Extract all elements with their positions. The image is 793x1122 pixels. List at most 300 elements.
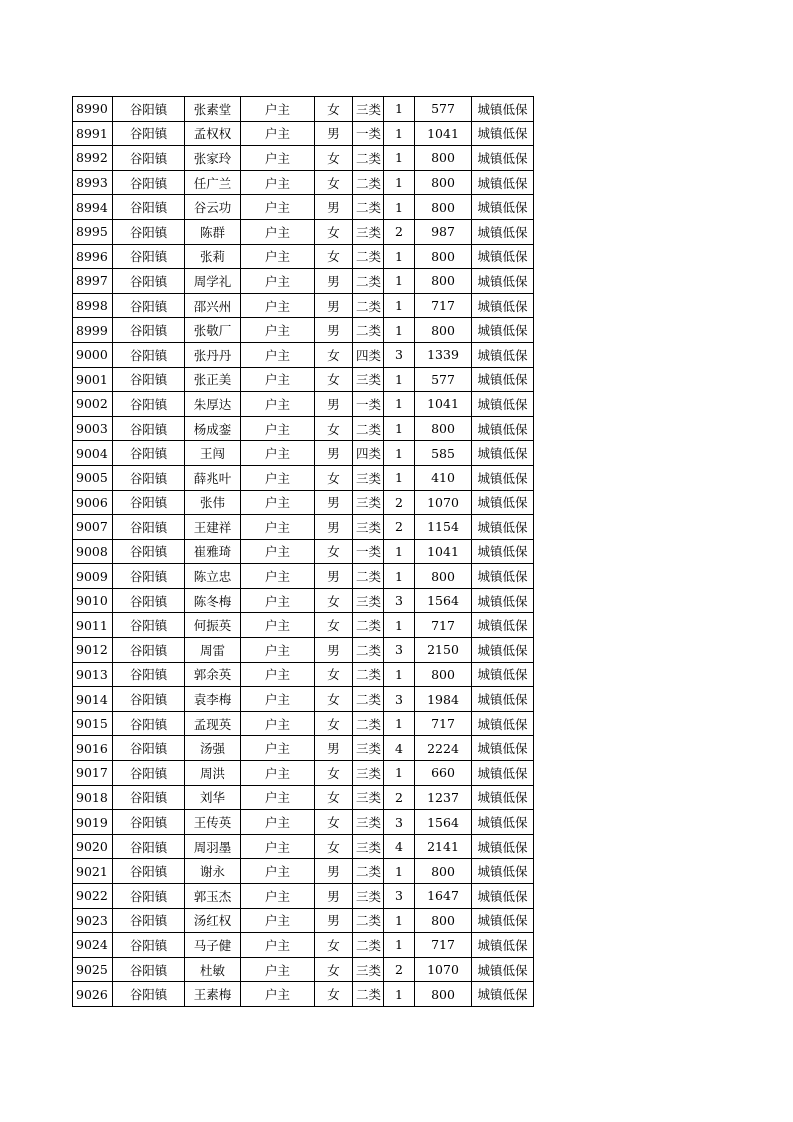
town-cell: 谷阳镇 (113, 638, 185, 663)
name-cell: 陈群 (185, 219, 241, 244)
gender-cell: 男 (315, 564, 353, 589)
amount-cell: 987 (415, 219, 472, 244)
relation-cell: 户主 (241, 146, 315, 171)
household-size-cell: 2 (384, 515, 415, 540)
table-body (73, 97, 534, 1007)
gender-cell: 女 (315, 761, 353, 786)
relation-cell: 户主 (241, 564, 315, 589)
assistance-type-cell: 城镇低保 (472, 933, 534, 958)
name-cell: 朱厚达 (185, 392, 241, 417)
relation-cell: 户主 (241, 367, 315, 392)
assistance-type-cell: 城镇低保 (472, 539, 534, 564)
assistance-type-cell: 城镇低保 (472, 195, 534, 220)
name-cell: 张丹丹 (185, 342, 241, 367)
gender-cell: 女 (315, 785, 353, 810)
name-cell: 陈冬梅 (185, 588, 241, 613)
gender-cell: 女 (315, 588, 353, 613)
town-cell: 谷阳镇 (113, 121, 185, 146)
household-size-cell: 3 (384, 810, 415, 835)
row-number-cell: 8992 (73, 146, 113, 171)
relation-cell: 户主 (241, 588, 315, 613)
table-row (73, 539, 534, 564)
amount-cell: 717 (415, 933, 472, 958)
assistance-type-cell: 城镇低保 (472, 146, 534, 171)
name-cell: 何振英 (185, 613, 241, 638)
name-cell: 王闯 (185, 441, 241, 466)
relation-cell: 户主 (241, 515, 315, 540)
town-cell: 谷阳镇 (113, 146, 185, 171)
gender-cell: 女 (315, 465, 353, 490)
amount-cell: 800 (415, 146, 472, 171)
row-number-cell: 8997 (73, 269, 113, 294)
assistance-type-cell: 城镇低保 (472, 367, 534, 392)
town-cell: 谷阳镇 (113, 392, 185, 417)
assistance-type-cell: 城镇低保 (472, 465, 534, 490)
gender-cell: 男 (315, 269, 353, 294)
gender-cell: 男 (315, 195, 353, 220)
household-size-cell: 1 (384, 367, 415, 392)
relation-cell: 户主 (241, 490, 315, 515)
relation-cell: 户主 (241, 884, 315, 909)
household-size-cell: 2 (384, 219, 415, 244)
name-cell: 王素梅 (185, 982, 241, 1007)
table-row (73, 785, 534, 810)
assistance-type-cell: 城镇低保 (472, 884, 534, 909)
row-number-cell: 8998 (73, 293, 113, 318)
row-number-cell: 9023 (73, 908, 113, 933)
amount-cell: 800 (415, 170, 472, 195)
table-row (73, 465, 534, 490)
category-cell: 三类 (353, 736, 384, 761)
table-row (73, 170, 534, 195)
assistance-type-cell: 城镇低保 (472, 957, 534, 982)
gender-cell: 男 (315, 121, 353, 146)
household-size-cell: 1 (384, 146, 415, 171)
gender-cell: 女 (315, 416, 353, 441)
category-cell: 三类 (353, 219, 384, 244)
household-size-cell: 4 (384, 834, 415, 859)
town-cell: 谷阳镇 (113, 441, 185, 466)
relation-cell: 户主 (241, 416, 315, 441)
gender-cell: 女 (315, 933, 353, 958)
table-row (73, 933, 534, 958)
gender-cell: 女 (315, 219, 353, 244)
category-cell: 三类 (353, 761, 384, 786)
row-number-cell: 9003 (73, 416, 113, 441)
town-cell: 谷阳镇 (113, 219, 185, 244)
assistance-type-cell: 城镇低保 (472, 588, 534, 613)
table-row (73, 613, 534, 638)
relation-cell: 户主 (241, 219, 315, 244)
amount-cell: 800 (415, 416, 472, 441)
town-cell: 谷阳镇 (113, 711, 185, 736)
relation-cell: 户主 (241, 441, 315, 466)
household-size-cell: 1 (384, 662, 415, 687)
amount-cell: 800 (415, 908, 472, 933)
relation-cell: 户主 (241, 269, 315, 294)
relation-cell: 户主 (241, 982, 315, 1007)
gender-cell: 女 (315, 539, 353, 564)
gender-cell: 男 (315, 441, 353, 466)
table-row (73, 687, 534, 712)
name-cell: 王建祥 (185, 515, 241, 540)
amount-cell: 410 (415, 465, 472, 490)
assistance-type-cell: 城镇低保 (472, 662, 534, 687)
household-size-cell: 4 (384, 736, 415, 761)
assistance-type-cell: 城镇低保 (472, 810, 534, 835)
table-row (73, 342, 534, 367)
table-row (73, 121, 534, 146)
assistance-type-cell: 城镇低保 (472, 219, 534, 244)
category-cell: 一类 (353, 121, 384, 146)
relief-roster-table (72, 96, 534, 1007)
relation-cell: 户主 (241, 810, 315, 835)
gender-cell: 女 (315, 367, 353, 392)
relation-cell: 户主 (241, 933, 315, 958)
name-cell: 马子健 (185, 933, 241, 958)
row-number-cell: 9014 (73, 687, 113, 712)
household-size-cell: 1 (384, 711, 415, 736)
row-number-cell: 9026 (73, 982, 113, 1007)
table-row (73, 146, 534, 171)
name-cell: 张莉 (185, 244, 241, 269)
row-number-cell: 9019 (73, 810, 113, 835)
category-cell: 二类 (353, 146, 384, 171)
town-cell: 谷阳镇 (113, 416, 185, 441)
assistance-type-cell: 城镇低保 (472, 761, 534, 786)
household-size-cell: 1 (384, 97, 415, 122)
assistance-type-cell: 城镇低保 (472, 392, 534, 417)
gender-cell: 女 (315, 244, 353, 269)
assistance-type-cell: 城镇低保 (472, 834, 534, 859)
row-number-cell: 9018 (73, 785, 113, 810)
town-cell: 谷阳镇 (113, 588, 185, 613)
name-cell: 张正美 (185, 367, 241, 392)
gender-cell: 女 (315, 711, 353, 736)
amount-cell: 1984 (415, 687, 472, 712)
category-cell: 一类 (353, 539, 384, 564)
town-cell: 谷阳镇 (113, 490, 185, 515)
town-cell: 谷阳镇 (113, 933, 185, 958)
row-number-cell: 9022 (73, 884, 113, 909)
table-row (73, 195, 534, 220)
category-cell: 二类 (353, 170, 384, 195)
assistance-type-cell: 城镇低保 (472, 318, 534, 343)
row-number-cell: 9015 (73, 711, 113, 736)
row-number-cell: 8993 (73, 170, 113, 195)
category-cell: 二类 (353, 908, 384, 933)
household-size-cell: 1 (384, 195, 415, 220)
name-cell: 袁李梅 (185, 687, 241, 712)
relation-cell: 户主 (241, 785, 315, 810)
household-size-cell: 1 (384, 564, 415, 589)
category-cell: 三类 (353, 490, 384, 515)
name-cell: 汤红权 (185, 908, 241, 933)
table-row (73, 416, 534, 441)
town-cell: 谷阳镇 (113, 342, 185, 367)
category-cell: 二类 (353, 711, 384, 736)
category-cell: 二类 (353, 933, 384, 958)
household-size-cell: 1 (384, 539, 415, 564)
amount-cell: 717 (415, 613, 472, 638)
town-cell: 谷阳镇 (113, 244, 185, 269)
table-row (73, 293, 534, 318)
amount-cell: 800 (415, 982, 472, 1007)
name-cell: 谢永 (185, 859, 241, 884)
name-cell: 任广兰 (185, 170, 241, 195)
table-row (73, 564, 534, 589)
household-size-cell: 3 (384, 342, 415, 367)
household-size-cell: 1 (384, 269, 415, 294)
row-number-cell: 8991 (73, 121, 113, 146)
amount-cell: 800 (415, 244, 472, 269)
name-cell: 郭玉杰 (185, 884, 241, 909)
amount-cell: 1237 (415, 785, 472, 810)
household-size-cell: 1 (384, 908, 415, 933)
assistance-type-cell: 城镇低保 (472, 564, 534, 589)
gender-cell: 女 (315, 957, 353, 982)
gender-cell: 男 (315, 859, 353, 884)
table-row (73, 761, 534, 786)
row-number-cell: 8999 (73, 318, 113, 343)
row-number-cell: 9012 (73, 638, 113, 663)
name-cell: 张素堂 (185, 97, 241, 122)
name-cell: 杨成銮 (185, 416, 241, 441)
row-number-cell: 9020 (73, 834, 113, 859)
category-cell: 三类 (353, 515, 384, 540)
gender-cell: 女 (315, 982, 353, 1007)
row-number-cell: 9025 (73, 957, 113, 982)
category-cell: 二类 (353, 662, 384, 687)
name-cell: 汤强 (185, 736, 241, 761)
gender-cell: 女 (315, 342, 353, 367)
gender-cell: 男 (315, 318, 353, 343)
assistance-type-cell: 城镇低保 (472, 293, 534, 318)
amount-cell: 1041 (415, 392, 472, 417)
category-cell: 三类 (353, 588, 384, 613)
row-number-cell: 8996 (73, 244, 113, 269)
town-cell: 谷阳镇 (113, 884, 185, 909)
relation-cell: 户主 (241, 244, 315, 269)
name-cell: 孟现英 (185, 711, 241, 736)
relation-cell: 户主 (241, 908, 315, 933)
category-cell: 二类 (353, 195, 384, 220)
town-cell: 谷阳镇 (113, 908, 185, 933)
amount-cell: 800 (415, 662, 472, 687)
relation-cell: 户主 (241, 662, 315, 687)
gender-cell: 男 (315, 884, 353, 909)
category-cell: 二类 (353, 244, 384, 269)
table-row (73, 219, 534, 244)
relation-cell: 户主 (241, 957, 315, 982)
town-cell: 谷阳镇 (113, 810, 185, 835)
household-size-cell: 1 (384, 392, 415, 417)
town-cell: 谷阳镇 (113, 515, 185, 540)
row-number-cell: 8990 (73, 97, 113, 122)
amount-cell: 1647 (415, 884, 472, 909)
household-size-cell: 1 (384, 933, 415, 958)
town-cell: 谷阳镇 (113, 564, 185, 589)
relation-cell: 户主 (241, 687, 315, 712)
amount-cell: 1564 (415, 810, 472, 835)
town-cell: 谷阳镇 (113, 539, 185, 564)
amount-cell: 717 (415, 711, 472, 736)
relation-cell: 户主 (241, 392, 315, 417)
row-number-cell: 9006 (73, 490, 113, 515)
row-number-cell: 9021 (73, 859, 113, 884)
assistance-type-cell: 城镇低保 (472, 170, 534, 195)
relation-cell: 户主 (241, 859, 315, 884)
category-cell: 二类 (353, 638, 384, 663)
town-cell: 谷阳镇 (113, 957, 185, 982)
row-number-cell: 8994 (73, 195, 113, 220)
town-cell: 谷阳镇 (113, 465, 185, 490)
name-cell: 薛兆叶 (185, 465, 241, 490)
relation-cell: 户主 (241, 342, 315, 367)
amount-cell: 800 (415, 859, 472, 884)
category-cell: 三类 (353, 810, 384, 835)
relation-cell: 户主 (241, 834, 315, 859)
table-row (73, 884, 534, 909)
amount-cell: 717 (415, 293, 472, 318)
name-cell: 孟权权 (185, 121, 241, 146)
name-cell: 张伟 (185, 490, 241, 515)
household-size-cell: 1 (384, 761, 415, 786)
amount-cell: 577 (415, 367, 472, 392)
assistance-type-cell: 城镇低保 (472, 908, 534, 933)
assistance-type-cell: 城镇低保 (472, 638, 534, 663)
household-size-cell: 2 (384, 785, 415, 810)
household-size-cell: 2 (384, 957, 415, 982)
relation-cell: 户主 (241, 170, 315, 195)
gender-cell: 女 (315, 810, 353, 835)
town-cell: 谷阳镇 (113, 195, 185, 220)
category-cell: 二类 (353, 859, 384, 884)
name-cell: 张敬厂 (185, 318, 241, 343)
assistance-type-cell: 城镇低保 (472, 416, 534, 441)
category-cell: 四类 (353, 441, 384, 466)
name-cell: 周学礼 (185, 269, 241, 294)
household-size-cell: 1 (384, 441, 415, 466)
relation-cell: 户主 (241, 711, 315, 736)
town-cell: 谷阳镇 (113, 736, 185, 761)
name-cell: 王传英 (185, 810, 241, 835)
gender-cell: 女 (315, 146, 353, 171)
amount-cell: 800 (415, 318, 472, 343)
assistance-type-cell: 城镇低保 (472, 121, 534, 146)
household-size-cell: 1 (384, 416, 415, 441)
town-cell: 谷阳镇 (113, 367, 185, 392)
category-cell: 二类 (353, 982, 384, 1007)
relation-cell: 户主 (241, 539, 315, 564)
amount-cell: 800 (415, 564, 472, 589)
table-row (73, 269, 534, 294)
category-cell: 二类 (353, 269, 384, 294)
category-cell: 二类 (353, 318, 384, 343)
name-cell: 周洪 (185, 761, 241, 786)
table-row (73, 244, 534, 269)
amount-cell: 2224 (415, 736, 472, 761)
assistance-type-cell: 城镇低保 (472, 687, 534, 712)
name-cell: 谷云功 (185, 195, 241, 220)
name-cell: 杜敏 (185, 957, 241, 982)
row-number-cell: 9005 (73, 465, 113, 490)
gender-cell: 女 (315, 687, 353, 712)
row-number-cell: 9013 (73, 662, 113, 687)
table-row (73, 810, 534, 835)
town-cell: 谷阳镇 (113, 269, 185, 294)
town-cell: 谷阳镇 (113, 662, 185, 687)
town-cell: 谷阳镇 (113, 170, 185, 195)
relation-cell: 户主 (241, 613, 315, 638)
gender-cell: 男 (315, 293, 353, 318)
table-row (73, 441, 534, 466)
name-cell: 邵兴州 (185, 293, 241, 318)
table-row (73, 982, 534, 1007)
category-cell: 一类 (353, 392, 384, 417)
relation-cell: 户主 (241, 293, 315, 318)
name-cell: 崔雅琦 (185, 539, 241, 564)
town-cell: 谷阳镇 (113, 613, 185, 638)
gender-cell: 男 (315, 908, 353, 933)
assistance-type-cell: 城镇低保 (472, 515, 534, 540)
assistance-type-cell: 城镇低保 (472, 859, 534, 884)
gender-cell: 女 (315, 97, 353, 122)
table-row (73, 318, 534, 343)
assistance-type-cell: 城镇低保 (472, 785, 534, 810)
gender-cell: 男 (315, 515, 353, 540)
gender-cell: 女 (315, 170, 353, 195)
amount-cell: 800 (415, 269, 472, 294)
table-row (73, 957, 534, 982)
household-size-cell: 2 (384, 490, 415, 515)
assistance-type-cell: 城镇低保 (472, 711, 534, 736)
amount-cell: 585 (415, 441, 472, 466)
relation-cell: 户主 (241, 97, 315, 122)
town-cell: 谷阳镇 (113, 687, 185, 712)
gender-cell: 男 (315, 736, 353, 761)
category-cell: 三类 (353, 834, 384, 859)
amount-cell: 1070 (415, 490, 472, 515)
table-row (73, 515, 534, 540)
gender-cell: 男 (315, 392, 353, 417)
household-size-cell: 1 (384, 982, 415, 1007)
assistance-type-cell: 城镇低保 (472, 441, 534, 466)
row-number-cell: 9010 (73, 588, 113, 613)
town-cell: 谷阳镇 (113, 785, 185, 810)
name-cell: 周雷 (185, 638, 241, 663)
name-cell: 张家玲 (185, 146, 241, 171)
household-size-cell: 1 (384, 318, 415, 343)
town-cell: 谷阳镇 (113, 982, 185, 1007)
town-cell: 谷阳镇 (113, 318, 185, 343)
town-cell: 谷阳镇 (113, 834, 185, 859)
amount-cell: 1154 (415, 515, 472, 540)
row-number-cell: 9007 (73, 515, 113, 540)
household-size-cell: 3 (384, 588, 415, 613)
row-number-cell: 9008 (73, 539, 113, 564)
category-cell: 三类 (353, 957, 384, 982)
town-cell: 谷阳镇 (113, 293, 185, 318)
town-cell: 谷阳镇 (113, 97, 185, 122)
assistance-type-cell: 城镇低保 (472, 342, 534, 367)
gender-cell: 女 (315, 662, 353, 687)
amount-cell: 2150 (415, 638, 472, 663)
household-size-cell: 1 (384, 121, 415, 146)
category-cell: 三类 (353, 97, 384, 122)
name-cell: 郭余英 (185, 662, 241, 687)
amount-cell: 2141 (415, 834, 472, 859)
